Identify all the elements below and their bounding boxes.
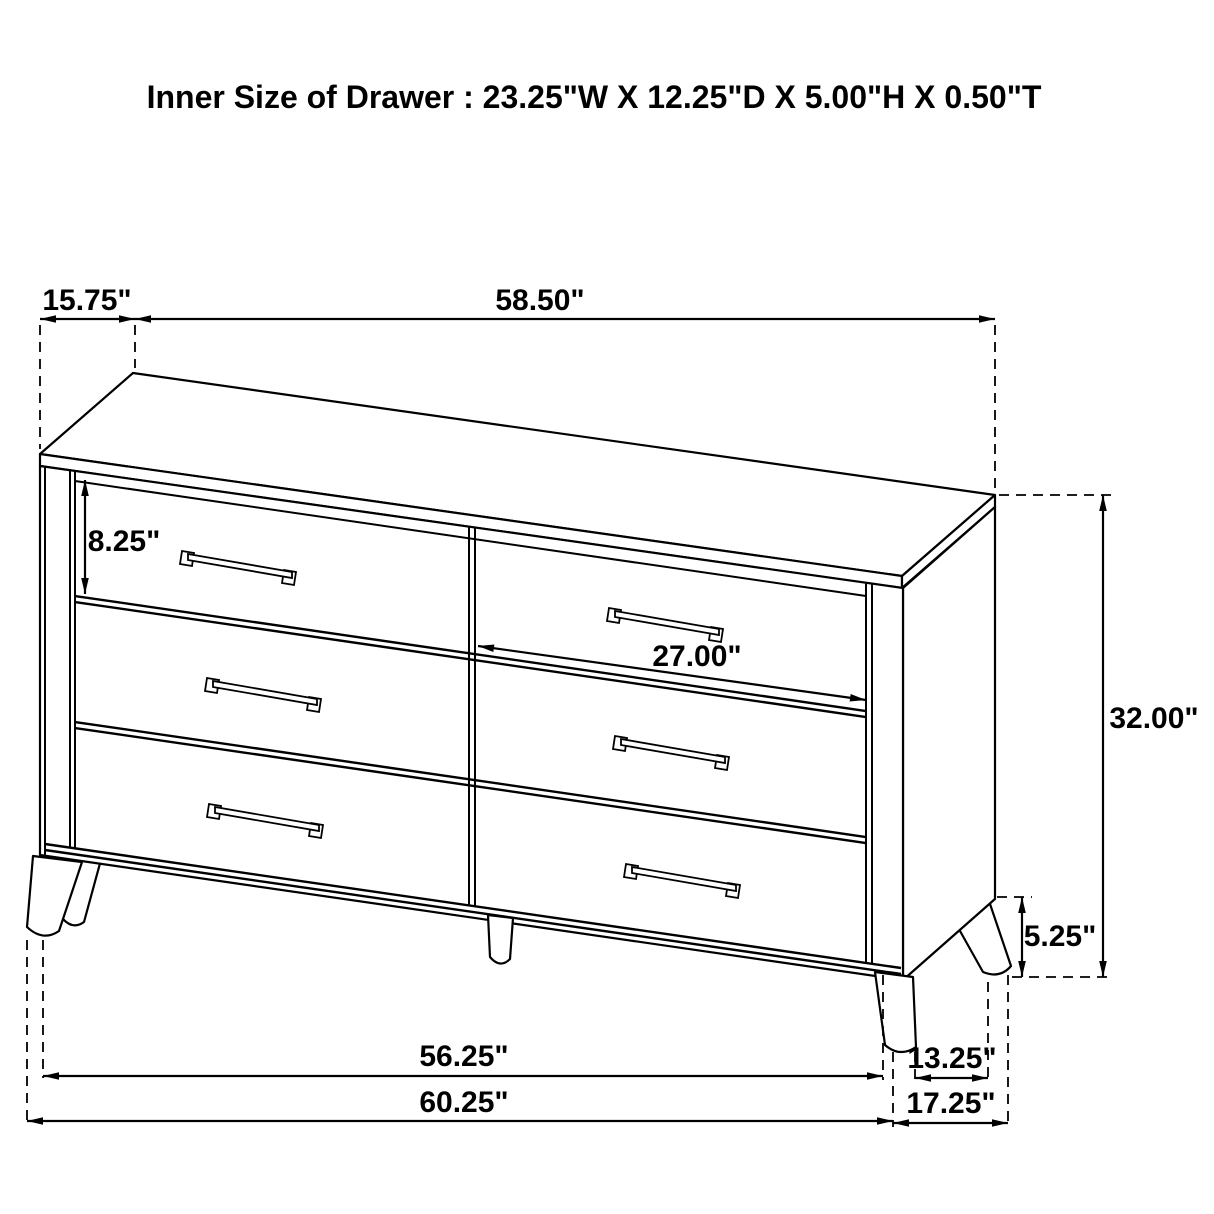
label-top-width: 58.50" (495, 284, 585, 317)
label-leg-height: 5.25" (1023, 920, 1097, 953)
diagram-title: Inner Size of Drawer : 23.25"W X 12.25"D X 5.00"H X 0.50"T (146, 79, 1042, 115)
label-overall-depth: 17.25" (906, 1087, 996, 1120)
label-front-feet-span: 56.25" (419, 1040, 509, 1073)
label-side-feet-span: 13.25" (907, 1042, 997, 1075)
label-drawer-width: 27.00" (652, 640, 742, 673)
center-leg (488, 915, 513, 964)
label-top-depth: 15.75" (42, 284, 132, 317)
side-panel (903, 507, 995, 980)
label-overall-height: 32.00" (1109, 702, 1199, 735)
label-drawer-height: 8.25" (87, 525, 161, 558)
front-right-leg (875, 972, 916, 1052)
label-overall-width: 60.25" (419, 1086, 509, 1119)
